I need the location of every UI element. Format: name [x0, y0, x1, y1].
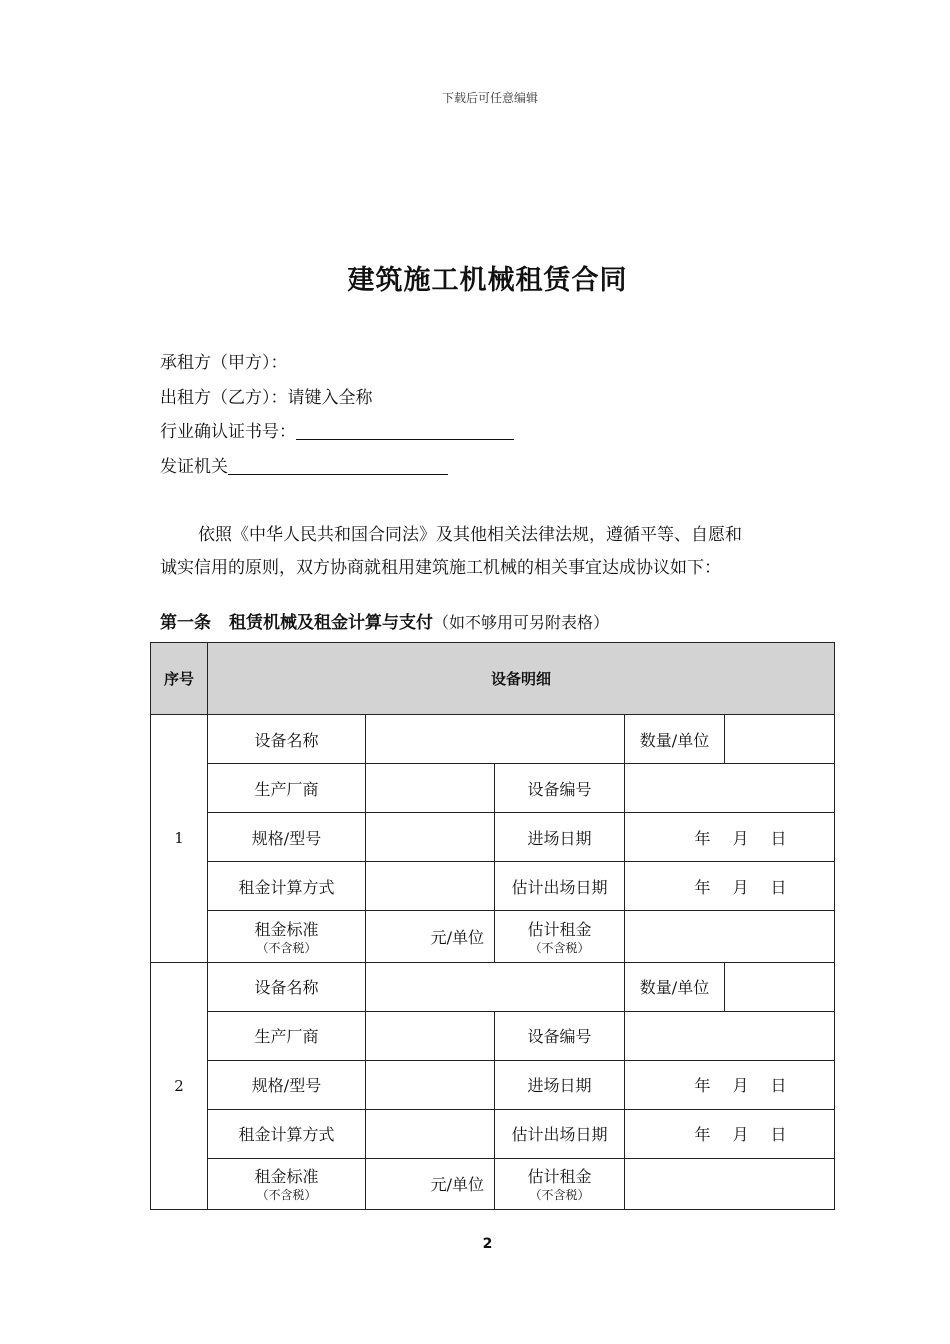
day-mark: 日 — [770, 1125, 787, 1145]
article-1-heading — [160, 608, 609, 633]
label-exit-date: 估计出场日期 — [495, 862, 625, 911]
cell-exit-date[interactable] — [625, 1109, 835, 1158]
lessor-line — [160, 387, 373, 409]
cell-serial[interactable] — [625, 764, 835, 813]
yuan-unit-label: 元/单位 — [430, 927, 484, 947]
intro-paragraph — [160, 519, 820, 585]
label-rent-standard — [208, 911, 366, 962]
year-mark: 年 — [694, 828, 711, 848]
year-mark: 年 — [694, 1076, 711, 1096]
issuer-label: 发证机关 — [160, 457, 228, 477]
month-mark: 月 — [732, 1125, 749, 1145]
day-mark: 日 — [770, 1076, 787, 1096]
cell-equipment-name[interactable] — [366, 715, 625, 764]
label-qty-unit: 数量/单位 — [625, 715, 725, 764]
article-title: 租赁机械及租金计算与支付 — [229, 613, 433, 633]
intro-line-2: 诚实信用的原则，双方协商就租用建筑施工机械的相关事宜达成协议如下： — [160, 558, 721, 578]
cell-rent-standard[interactable] — [366, 1158, 495, 1209]
tax-excluded-note: （不含税） — [529, 1188, 590, 1203]
label-qty-unit: 数量/单位 — [625, 962, 725, 1011]
month-mark: 月 — [732, 1076, 749, 1096]
label-estimated-rent — [495, 911, 625, 962]
cell-qty-unit[interactable] — [725, 962, 835, 1011]
equipment-table — [150, 642, 835, 1210]
table-row — [151, 1109, 835, 1158]
label-calc-method: 租金计算方式 — [208, 862, 366, 911]
document-title: 建筑施工机械租赁合同 — [347, 265, 628, 296]
month-mark: 月 — [732, 877, 749, 897]
day-mark: 日 — [770, 828, 787, 848]
rent-standard-text: 租金标准 — [254, 1167, 319, 1187]
table-row — [151, 813, 835, 862]
header-note: 下载后可任意编辑 — [441, 91, 538, 105]
table-row — [151, 1158, 835, 1209]
lessee-label: 承租方（甲方）： — [160, 353, 288, 373]
article-note: （如不够用可另附表格） — [433, 613, 610, 632]
tax-excluded-note: （不含税） — [256, 940, 317, 955]
table-row — [151, 911, 835, 962]
cell-calc-method[interactable] — [366, 1109, 495, 1158]
table-row — [151, 715, 835, 764]
month-mark: 月 — [732, 828, 749, 848]
table-row — [151, 764, 835, 813]
label-serial: 设备编号 — [495, 764, 625, 813]
intro-line-1: 依照《中华人民共和国合同法》及其他相关法律法规，遵循平等、自愿和 — [198, 525, 742, 545]
label-model: 规格/型号 — [208, 1060, 366, 1109]
page-number: 2 — [482, 1236, 493, 1252]
label-manufacturer: 生产厂商 — [208, 764, 366, 813]
cell-model[interactable] — [366, 813, 495, 862]
lessor-value[interactable]: 请键入全称 — [287, 388, 373, 408]
table-row — [151, 1011, 835, 1060]
table-header-row — [151, 643, 835, 715]
cell-manufacturer[interactable] — [366, 1011, 495, 1060]
label-exit-date: 估计出场日期 — [495, 1109, 625, 1158]
cert-label: 行业确认证书号： — [160, 422, 296, 442]
year-mark: 年 — [694, 1125, 711, 1145]
label-calc-method: 租金计算方式 — [208, 1109, 366, 1158]
cell-equipment-name[interactable] — [366, 962, 625, 1011]
table-row — [151, 862, 835, 911]
rent-standard-text: 租金标准 — [254, 919, 319, 939]
label-manufacturer: 生产厂商 — [208, 1011, 366, 1060]
estimated-rent-text: 估计租金 — [527, 919, 592, 939]
item-number: 1 — [151, 715, 208, 962]
label-entry-date: 进场日期 — [495, 1060, 625, 1109]
cell-manufacturer[interactable] — [366, 764, 495, 813]
table-row — [151, 1060, 835, 1109]
issuer-line — [160, 456, 448, 478]
label-entry-date: 进场日期 — [495, 813, 625, 862]
label-model: 规格/型号 — [208, 813, 366, 862]
cert-line — [160, 421, 514, 443]
label-equipment-name: 设备名称 — [208, 962, 366, 1011]
tax-excluded-note: （不含税） — [529, 940, 590, 955]
cell-serial[interactable] — [625, 1011, 835, 1060]
lessor-label: 出租方（乙方）： — [160, 388, 288, 408]
cell-estimated-rent[interactable] — [625, 911, 835, 962]
lessee-line — [160, 352, 288, 374]
label-rent-standard — [208, 1158, 366, 1209]
cell-calc-method[interactable] — [366, 862, 495, 911]
table-row — [151, 962, 835, 1011]
cert-blank[interactable] — [296, 422, 514, 440]
year-mark: 年 — [694, 877, 711, 897]
tax-excluded-note: （不含税） — [256, 1188, 317, 1203]
estimated-rent-text: 估计租金 — [527, 1167, 592, 1187]
issuer-blank[interactable] — [228, 457, 448, 475]
yuan-unit-label: 元/单位 — [430, 1175, 484, 1195]
cell-model[interactable] — [366, 1060, 495, 1109]
label-serial: 设备编号 — [495, 1011, 625, 1060]
cell-rent-standard[interactable] — [366, 911, 495, 962]
label-estimated-rent — [495, 1158, 625, 1209]
day-mark: 日 — [770, 877, 787, 897]
article-number: 第一条 — [160, 613, 211, 633]
cell-qty-unit[interactable] — [725, 715, 835, 764]
col-header-detail: 设备明细 — [208, 643, 835, 715]
cell-entry-date[interactable] — [625, 1060, 835, 1109]
col-header-no: 序号 — [151, 643, 208, 715]
label-equipment-name: 设备名称 — [208, 715, 366, 764]
cell-exit-date[interactable] — [625, 862, 835, 911]
cell-estimated-rent[interactable] — [625, 1158, 835, 1209]
item-number: 2 — [151, 962, 208, 1209]
cell-entry-date[interactable] — [625, 813, 835, 862]
